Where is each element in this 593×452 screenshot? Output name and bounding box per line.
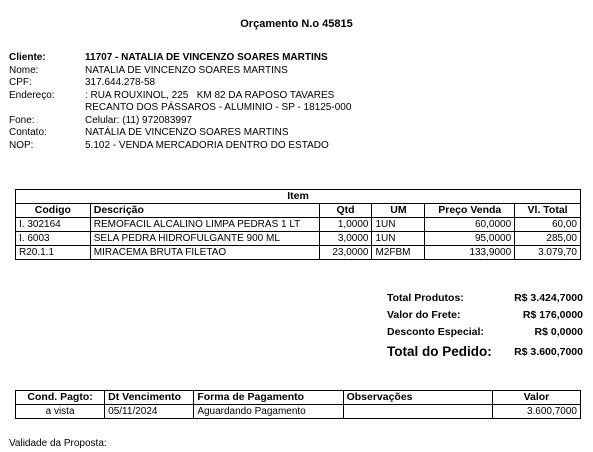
address-row: [9, 90, 351, 103]
client-value: 11707 - NATALIA DE VINCENZO SOARES MARTINS: [85, 52, 328, 63]
document-title: Orçamento N.o 45815: [240, 18, 353, 30]
phone-row: [9, 115, 351, 128]
table-row: [16, 246, 581, 260]
client-row: [9, 52, 351, 65]
items-table: [15, 189, 581, 260]
cell-total: 3.079,70: [515, 246, 581, 260]
cell-descricao: MIRACEMA BRUTA FILETAO: [90, 246, 319, 260]
payment-table: [15, 390, 581, 419]
cell-observacoes: [343, 405, 492, 419]
cell-vencimento: 05/11/2024: [105, 405, 194, 419]
col-header-valor: Valor: [492, 391, 580, 405]
col-header-cond-pagto: Cond. Pagto:: [16, 391, 105, 405]
address-label: Endereço:: [9, 89, 55, 101]
name-row: [9, 65, 351, 78]
col-header-observacoes: Observações: [343, 391, 492, 405]
desconto-value: R$ 0,0000: [534, 326, 583, 338]
nop-row: [9, 140, 351, 153]
desconto-row: [387, 324, 583, 341]
cell-descricao: SELA PEDRA HIDROFULGANTE 900 ML: [90, 232, 319, 246]
col-header-descricao: Descrição: [90, 204, 319, 218]
cell-um: 1UN: [372, 232, 425, 246]
cell-um: M2FBM: [372, 246, 425, 260]
total-pedido-value: R$ 3.600,7000: [514, 346, 583, 358]
total-produtos-label: Total Produtos:: [387, 292, 464, 304]
cell-preco: 60,0000: [425, 218, 515, 232]
items-header-row: [16, 204, 581, 218]
validity-label: Validade da Proposta:: [9, 438, 107, 449]
phone-value: Celular: (11) 972083997: [85, 114, 193, 126]
name-value: NATALIA DE VINCENZO SOARES MARTINS: [85, 64, 288, 76]
frete-label: Valor do Frete:: [387, 309, 461, 321]
contact-value: NATÁLIA DE VINCENZO SOARES MARTINS: [85, 127, 289, 138]
contact-label: Contato:: [9, 127, 47, 138]
cell-codigo: I. 6003: [16, 232, 91, 246]
col-header-codigo: Codigo: [16, 204, 91, 218]
nop-label: NOP:: [9, 139, 34, 151]
cell-qtd: 1,0000: [319, 218, 372, 232]
col-header-total: Vl. Total: [515, 204, 581, 218]
total-pedido-label: Total do Pedido:: [387, 344, 492, 359]
total-produtos-value: R$ 3.424,7000: [514, 292, 583, 304]
frete-value: R$ 176,0000: [522, 309, 583, 321]
cpf-row: [9, 77, 351, 90]
contact-row: [9, 127, 351, 140]
client-label: Cliente:: [9, 52, 46, 63]
cell-qtd: 3,0000: [319, 232, 372, 246]
cell-valor: 3.600,7000: [492, 405, 580, 419]
col-header-qtd: Qtd: [319, 204, 372, 218]
desconto-label: Desconto Especial:: [387, 326, 484, 338]
table-row: [16, 405, 581, 419]
address-value: : RUA ROUXINOL, 225 KM 82 DA RAPOSO TAVARES: [85, 89, 335, 101]
cell-cond-pagto: a vista: [16, 405, 105, 419]
cpf-label: CPF:: [9, 77, 32, 88]
col-header-um: UM: [372, 204, 425, 218]
address-label-empty: [9, 102, 85, 115]
col-header-forma-pagamento: Forma de Pagamento: [194, 391, 343, 405]
cell-total: 60,00: [515, 218, 581, 232]
cell-total: 285,00: [515, 232, 581, 246]
nop-value: 5.102 - VENDA MERCADORIA DENTRO DO ESTADO: [85, 139, 329, 151]
cell-um: 1UN: [372, 218, 425, 232]
totals-block: [387, 290, 583, 363]
total-pedido-row: [387, 341, 583, 363]
cpf-value: 317.644.278-58: [85, 77, 156, 88]
phone-label: Fone:: [9, 114, 35, 126]
cell-codigo: R20.1.1: [16, 246, 91, 260]
address-value-2: RECANTO DOS PÁSSAROS - ALUMINIO - SP - 18125-000: [85, 102, 352, 113]
frete-row: [387, 307, 583, 324]
items-group-header: Item: [16, 190, 581, 204]
table-row: [16, 232, 581, 246]
total-produtos-row: [387, 290, 583, 307]
cell-forma-pagamento: Aguardando Pagamento: [194, 405, 343, 419]
cell-codigo: I. 302164: [16, 218, 91, 232]
cell-preco: 133,9000: [425, 246, 515, 260]
col-header-vencimento: Dt Vencimento: [105, 391, 194, 405]
name-label: Nome:: [9, 64, 39, 76]
table-row: [16, 218, 581, 232]
cell-preco: 95,0000: [425, 232, 515, 246]
client-info: [9, 52, 351, 152]
cell-qtd: 23,0000: [319, 246, 372, 260]
cell-descricao: REMOFACIL ALCALINO LIMPA PEDRAS 1 LT: [90, 218, 319, 232]
col-header-preco: Preço Venda: [425, 204, 515, 218]
payment-header-row: [16, 391, 581, 405]
address-row-2: [9, 102, 351, 115]
